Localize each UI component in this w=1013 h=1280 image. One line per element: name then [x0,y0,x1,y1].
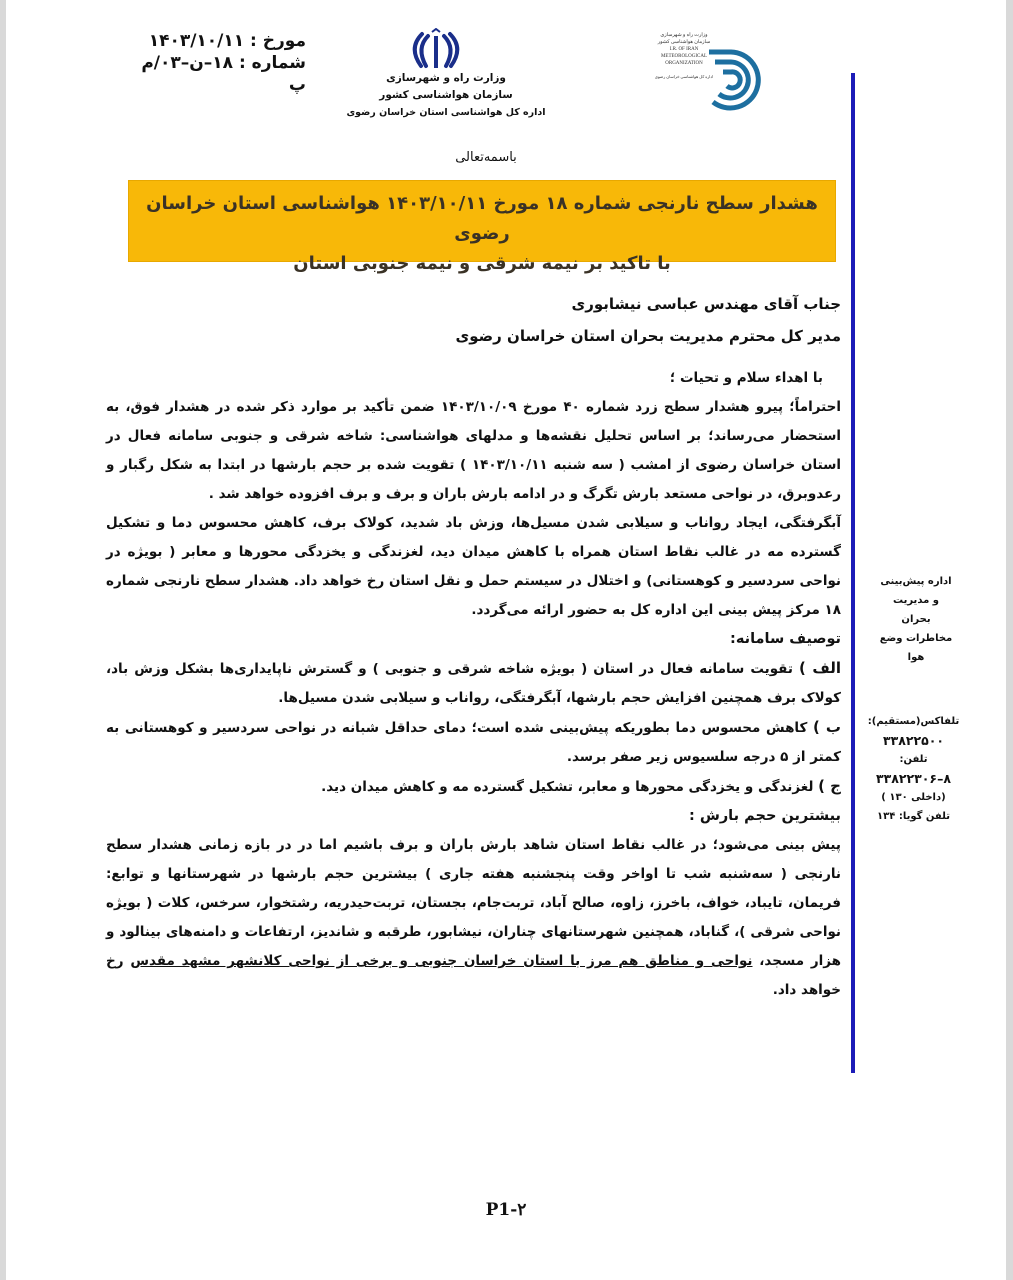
system-description-title: توصیف سامانه: [730,631,841,647]
number-label: شماره : [238,53,306,73]
logo-subtext: اداره کل هواشناسی خراسان رضوی [654,74,714,79]
department-line: اداره پیش‌بینی [880,576,952,587]
paragraph: آبگرفتگی، ایجاد رواناب و سیلابی شدن مسیل‌ها، وزش باد شدید، کولاک برف، کاهش محسوس دما و تشکیل گسترده مه در غالب نقاط استان همراه با کاهش میدان دید، لغزندگی و یخزدگی محورها و معابر ( بویژه در نواحی سردسیر و کوهستانی) و اختلال در سیستم حمل و نقل استان رخ خواهد داد. هشدار سطح نارنجی شماره ۱۸ مرکز پیش بینی این اداره کل به حضور ارائه می‌گردد. [106,515,841,618]
paragraph: احتراماً؛ پیرو هشدار سطح زرد شماره ۴۰ مورخ ۱۴۰۳/۱۰/۰۹ ضمن تأکید بر موارد ذکر شده در هشدار فوق، به استحضار می‌رساند؛ بر اساس تحلیل نقشه‌ها و مدلهای هواشناسی: شاخه شرقی و جنوبی سامانه فعال در استان خراسان رضوی از امشب ( سه شنبه ۱۴۰۳/۱۰/۱۱ ) تقویت شده بر حجم بارشها در ابتدا به شکل رگبار و رعدوبرق، در نواحی مستعد بارش تگرگ و در ادامه بارش باران و برف و برف افزوده خواهد شد . [106,399,841,502]
office-line: اداره کل هواشناسی استان خراسان رضوی [346,107,546,118]
meteorological-organization-logo [651,32,761,112]
ministry-line: وزارت راه و شهرسازی [386,72,506,84]
logo-text-line: وزارت راه و شهرسازی [660,33,708,38]
system-item [106,654,841,713]
logo-text-line: METEOROLOGICAL [660,54,708,59]
department-line: بحران [901,614,931,625]
ministry-header [326,70,566,121]
letter-page [6,0,1006,1280]
department-line: مخاطرات وضع [879,633,953,644]
banner-subtitle: با تاکید بر نیمه شرقی و نیمه جنوبی استان [293,253,671,274]
precipitation-text-end: رخ خواهد داد. [106,953,841,998]
item-text: تقویت سامانه فعال در استان ( بویژه شاخه شرقی و جنوبی ) و گسترش ناپایداری‌ها بشکل وزش باد، کولاک برف همچنین افزایش حجم بارشها، آبگرفتگی، رواناب و سیلابی شدن مسیل‌ها. [106,661,841,706]
page-code: P1-۲ [485,1200,527,1220]
phone-label: تلفن: [899,754,928,765]
max-precipitation-title: بیشترین حجم بارش : [688,808,841,824]
phone-extension: (داخلی ۱۳۰ ) [881,792,946,803]
item-label: ب ) [812,718,841,736]
number-value: ۱۸–ن–۰۳/م پ [141,53,306,95]
underlined-regions: نواحی و مناطق هم مرز با استان خراسان جنوبی و برخی از نواحی کلانشهر مشهد مقدس [130,953,753,969]
date-value: ۱۴۰۳/۱۰/۱۱ [148,31,245,51]
precipitation-text: پیش بینی می‌شود؛ در غالب نقاط استان شاهد بارش باران و برف باشیم اما در در بازه زمانی هشدار سطح نارنجی ( سه‌شنبه شب تا اواخر وقت پنجشنبه هفته جاری ) بیشترین حجم بارشها در شهرستانها و توابع: فریمان، تایباد، خواف، باخرز، زاوه، صالح آباد، تربت‌جام، بجستان، تربت‌حیدریه، رشتخوار، سرخس، کلات ( بویژه نواحی شرقی )، گناباد، همچنین شهرستانهای چناران، نیشابور، طرقبه و شاندیز، ارتفاعات و دامنه‌های بینالود و هزار مسجد، [106,837,842,969]
addressee [106,288,841,352]
item-label: ج ) [818,777,841,795]
fax-label: تلفاکس(مستقیم): [867,716,960,727]
department-line: هوا [907,652,925,663]
organization-line: سازمان هواشناسی کشور [379,89,513,101]
date-line [126,30,306,52]
logo-text-line: سازمان هواشناسی کشور [657,40,711,45]
bismillah-heading: باسمه‌تعالی [455,150,517,165]
iran-emblem-icon [406,28,466,68]
system-item [106,713,841,772]
sidebar-contact [856,712,971,826]
addressee-title: مدیر کل محترم مدیریت بحران استان خراسان رضوی [455,327,841,345]
department-line: و مدیریت [893,595,939,606]
phone-number: ۸–۳۳۸۲۲۳۰۶ [876,771,951,786]
item-text: کاهش محسوس دما بطوریکه پیش‌بینی شده است؛ دمای حداقل شبانه در نواحی سردسیر و کوهستانی به کمتر از ۵ درجه سلسیوس زیر صفر برسد. [106,720,841,765]
system-item [106,772,841,802]
addressee-name: جناب آقای مهندس عباسی نیشابوری [571,295,841,313]
logo-text-line: ORGANIZATION [665,61,703,66]
fax-number: ۳۳۸۲۲۵۰۰ [882,733,945,748]
number-line [126,52,306,96]
spiral-icon [699,42,761,112]
max-precipitation-text [106,831,841,1005]
letter-body [106,288,841,1005]
logo-text-line: I.R. OF IRAN [669,47,699,52]
item-label: الف ) [798,659,841,677]
letter-meta [126,30,306,96]
voice-phone: تلفن گویا: ۱۳۴ [877,811,950,822]
warning-banner [128,180,836,274]
vertical-rule [851,73,855,1073]
sidebar-department [861,572,971,667]
date-label: مورخ : [250,31,306,51]
banner-title: هشدار سطح نارنجی شماره ۱۸ مورخ ۱۴۰۳/۱۰/۱۱ هواشناسی استان خراسان رضوی [146,193,818,244]
item-text: لغزندگی و یخزدگی محورها و معابر، تشکیل گسترده مه و کاهش میدان دید. [321,779,814,795]
greeting: با اهداء سلام و تحیات ؛ [669,370,823,386]
